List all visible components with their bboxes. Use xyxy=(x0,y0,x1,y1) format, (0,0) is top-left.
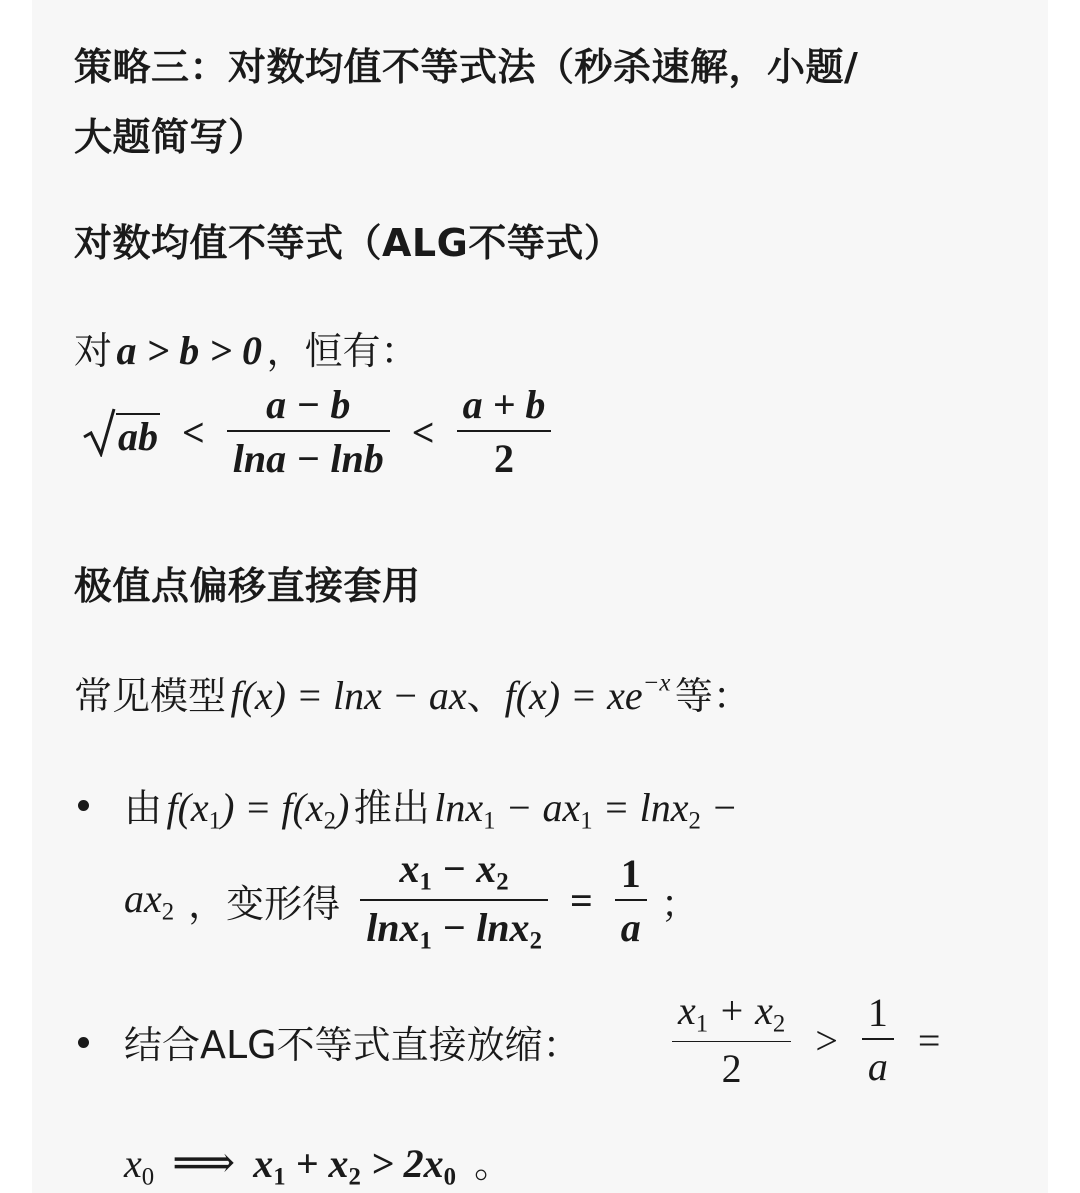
bullet-2-fraction xyxy=(672,988,791,1092)
bullet-2-gt: > xyxy=(815,1017,838,1063)
fd-b: − lnx xyxy=(431,904,530,950)
intro-suffix: ，恒有： xyxy=(266,329,419,373)
bullet-dot-2 xyxy=(78,1037,89,1048)
eq-c-sub: 2 xyxy=(688,807,701,835)
bullet-1-frac-num xyxy=(394,846,515,899)
fn-b: − x xyxy=(431,846,497,891)
less-than-2: < xyxy=(411,409,435,455)
model-2-base: f(x) = xe xyxy=(504,673,643,718)
intro-line xyxy=(74,320,419,375)
b2-rhs-num: 1 xyxy=(867,990,888,1036)
ax2-sub: 2 xyxy=(161,898,175,926)
b2-num-a-sub: 1 xyxy=(695,1010,709,1038)
rhs-den: a xyxy=(620,904,641,950)
cond-a-sub: 1 xyxy=(208,807,222,835)
arith-mean-numerator: a + b xyxy=(462,382,546,427)
model-2-exponent: −x xyxy=(642,669,671,697)
cond-a: f(x xyxy=(166,785,209,830)
bullet-2-frac-num xyxy=(672,988,791,1041)
bullet-1-end: ； xyxy=(660,882,699,927)
extreme-shift-heading: 极值点偏移直接套用 xyxy=(74,564,421,608)
models-separator: 、 xyxy=(466,674,505,718)
x0-sub: 0 xyxy=(141,1163,155,1191)
less-than-1: < xyxy=(182,409,205,455)
eq-a: lnx xyxy=(434,785,484,830)
ax2-base: ax xyxy=(124,876,162,922)
bullet-1-fraction xyxy=(360,846,548,956)
bullet-2-math xyxy=(672,988,940,1092)
implies-arrow: ⟹ xyxy=(172,1138,236,1187)
bullet-2-end: 。 xyxy=(474,1142,513,1186)
sqrt-sign-icon xyxy=(82,407,116,457)
bullet-1-frac-den xyxy=(360,901,548,956)
model-1: f(x) = lnx − ax xyxy=(230,673,467,718)
b2-num-a: x xyxy=(678,988,696,1033)
log-mean-fraction xyxy=(227,382,390,482)
fd-a: lnx xyxy=(366,904,420,950)
models-line xyxy=(74,665,751,720)
bullet-1-equation xyxy=(434,785,738,835)
arith-mean-denominator: 2 xyxy=(493,436,514,481)
bullet-dot-1 xyxy=(78,800,89,811)
eq-a-sub: 1 xyxy=(483,807,496,835)
bullet-1-line1 xyxy=(124,777,738,835)
res-c-sub: 0 xyxy=(443,1163,457,1191)
res-b-sub: 2 xyxy=(348,1163,361,1191)
bullet-1-derive: 推出 xyxy=(353,786,430,830)
log-mean-denominator: lna − lnb xyxy=(232,436,384,481)
rhs-num: 1 xyxy=(620,850,641,896)
cond-c: ) xyxy=(335,785,350,830)
b2-num-b-sub: 2 xyxy=(772,1010,786,1038)
bullet-1-rhs-fraction xyxy=(615,851,647,951)
intro-prefix: 对 xyxy=(74,329,113,373)
fn-b-sub: 2 xyxy=(496,868,509,896)
alg-inequality xyxy=(82,382,551,482)
alg-heading: 对数均值不等式（ALG不等式） xyxy=(74,221,623,265)
eq-b: − ax xyxy=(495,785,581,830)
x0-base: x xyxy=(124,1141,142,1186)
fn-a: x xyxy=(399,846,420,891)
fd-a-sub: 1 xyxy=(419,927,432,955)
models-prefix: 常见模型 xyxy=(74,674,227,718)
log-mean-numerator: a − b xyxy=(266,382,351,427)
b2-num-b: + x xyxy=(708,988,773,1033)
res-a: x xyxy=(253,1141,274,1186)
eq-b-sub: 1 xyxy=(580,807,593,835)
fd-b-sub: 2 xyxy=(529,927,542,955)
b2-result xyxy=(253,1140,456,1191)
b2-den: 2 xyxy=(721,1046,742,1092)
res-b: + x xyxy=(285,1141,349,1186)
arith-mean-fraction xyxy=(457,382,552,482)
content-card xyxy=(32,0,1048,1193)
bullet-1-condition xyxy=(166,785,350,835)
bullet-1-by: 由 xyxy=(124,786,163,830)
bullet-1-transform: ，变形得 xyxy=(188,882,341,927)
bullet-2-equals: = xyxy=(917,1017,941,1063)
sqrt-radicand: ab xyxy=(118,414,158,459)
strategy-heading-line1: 策略三：对数均值不等式法（秒杀速解，小题/ xyxy=(74,45,859,89)
intro-condition: a > b > 0 xyxy=(116,328,263,373)
strategy-heading-line2: 大题简写） xyxy=(74,115,267,159)
bullet-1-ax2 xyxy=(124,875,174,926)
b2-rhs-den: a xyxy=(867,1043,888,1089)
cond-b-sub: 2 xyxy=(323,807,336,835)
bullet-1-line2 xyxy=(124,846,699,956)
fn-a-sub: 1 xyxy=(419,868,432,896)
res-c: > 2x xyxy=(360,1141,444,1186)
cond-b: ) = f(x xyxy=(221,785,324,830)
bullet-2-line2 xyxy=(124,1133,512,1191)
sqrt-term xyxy=(82,407,160,457)
b2-x0 xyxy=(124,1140,154,1191)
res-a-sub: 1 xyxy=(273,1163,286,1191)
models-suffix: 等： xyxy=(674,674,751,718)
eq-c: = lnx xyxy=(592,785,689,830)
model-2 xyxy=(504,669,671,718)
bullet-1-equals: = xyxy=(569,878,593,924)
bullet-2-text: 结合ALG不等式直接放缩： xyxy=(124,1023,581,1067)
eq-d: − xyxy=(700,785,738,830)
bullet-2-rhs-fraction xyxy=(862,990,894,1090)
